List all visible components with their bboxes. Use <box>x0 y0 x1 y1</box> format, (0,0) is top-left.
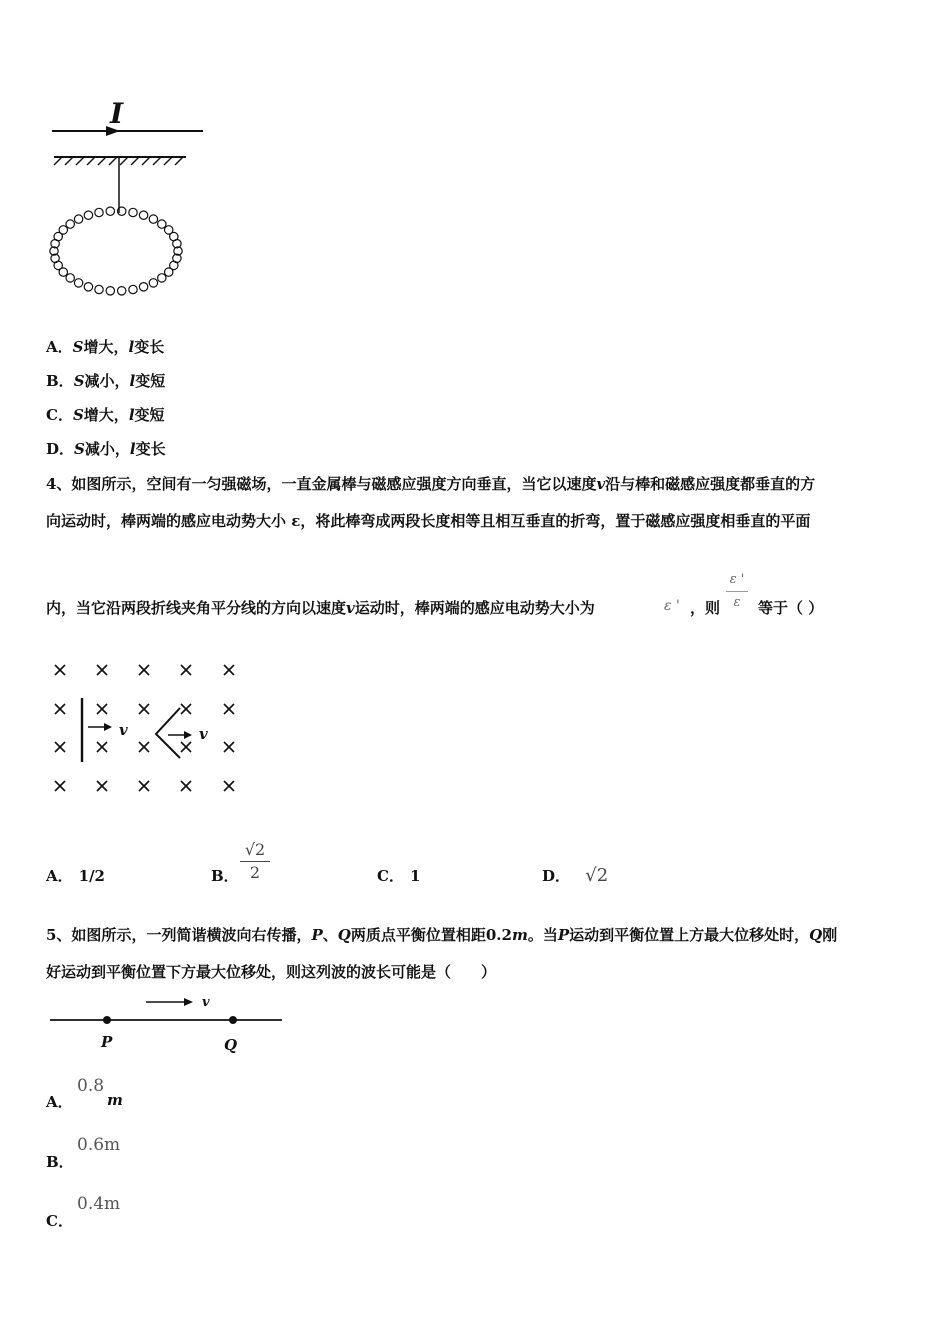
field-cross <box>97 781 107 791</box>
coil-turn <box>66 220 74 228</box>
field-cross <box>224 665 234 675</box>
field-cross <box>181 665 191 675</box>
q3-option-b[interactable]: B．S减小，l变短 <box>46 372 166 390</box>
wave-figure <box>44 988 290 1058</box>
field-cross <box>139 742 149 752</box>
q5-option-a-value: 0.8 <box>77 1076 105 1096</box>
coil-turn <box>106 287 114 295</box>
rod-velocity-arrowhead <box>104 723 112 731</box>
q5-option-b[interactable]: B． <box>46 1153 74 1171</box>
field-cross <box>224 742 234 752</box>
point-p-label: P <box>101 1033 113 1051</box>
bent-rod-velocity-arrowhead <box>184 731 192 739</box>
field-cross <box>224 704 234 714</box>
field-cross <box>97 742 107 752</box>
wave-velocity-label: v <box>202 995 210 1010</box>
q3-option-c[interactable]: C．S增大，l变短 <box>46 406 165 424</box>
field-cross <box>139 704 149 714</box>
q4-stem-line-2: 向运动时，棒两端的感应电动势大小 ε，将此棒弯成两段长度相等且相互垂直的折弯，置于磁感应强度相垂直的平面 <box>46 512 811 530</box>
q3-option-a[interactable]: A．S增大，l变长 <box>46 338 165 356</box>
ratio-denominator: ε <box>733 595 741 610</box>
q3-option-d[interactable]: D．S减小，l变长 <box>46 440 166 458</box>
field-cross <box>55 665 65 675</box>
coil-turn <box>158 220 166 228</box>
field-cross <box>224 781 234 791</box>
q5-option-b-value: 0.6m <box>77 1135 121 1155</box>
field-cross <box>139 665 149 675</box>
eps-prime: ε ' <box>664 598 680 614</box>
q4-then: ，则 <box>690 599 721 617</box>
two-denominator: 2 <box>249 863 261 882</box>
field-cross <box>55 742 65 752</box>
coil-turn <box>139 211 147 219</box>
field-cross <box>139 781 149 791</box>
coil-turn <box>66 274 74 282</box>
current-label: I <box>110 97 124 130</box>
field-cross <box>97 704 107 714</box>
q4-option-b-fraction <box>240 840 270 883</box>
coil-turn <box>149 215 157 223</box>
coil-turn <box>149 279 157 287</box>
coil-turn <box>158 274 166 282</box>
q5-option-c[interactable]: C． <box>46 1212 73 1230</box>
sqrt2-value: √2 <box>585 865 609 886</box>
bent-rod <box>156 708 180 758</box>
q5-stem-line-2: 好运动到平衡位置下方最大位移处，则这列波的波长可能是（ ） <box>46 963 497 981</box>
coil-turn <box>59 226 67 234</box>
spring-coil <box>50 207 182 295</box>
coil-turn <box>74 215 82 223</box>
sqrt2-numerator: √2 <box>244 840 266 859</box>
wire-coil-figure <box>40 95 240 310</box>
q4-option-b[interactable]: B． <box>211 867 239 885</box>
coil-turn <box>84 283 92 291</box>
field-cross <box>55 781 65 791</box>
coil-turn <box>118 287 126 295</box>
q4-equals: 等于（ ） <box>758 599 824 617</box>
field-cross <box>181 704 191 714</box>
q5-option-c-value: 0.4m <box>77 1194 121 1214</box>
fraction-bar <box>240 861 270 862</box>
coil-turn <box>165 268 173 276</box>
bent-rod-velocity-label: v <box>199 725 208 743</box>
q4-option-d[interactable]: D． √2 <box>542 865 609 886</box>
coil-turn <box>84 211 92 219</box>
q4-stem-line-1: 4、如图所示，空间有一匀强磁场，一直金属棒与磁感应强度方向垂直，当它以速度v沿与棒和磁感应强度都垂直的方 <box>46 475 816 493</box>
q4-stem-line-3: 内，当它沿两段折线夹角平分线的方向以速度v运动时，棒两端的感应电动势大小为 <box>46 599 595 617</box>
rod-velocity-label: v <box>119 721 128 739</box>
coil-turn <box>106 207 114 215</box>
q5-option-a[interactable]: A． <box>46 1093 73 1111</box>
point-p <box>103 1016 111 1024</box>
coil-turn <box>95 208 103 216</box>
field-cross <box>97 665 107 675</box>
ratio-numerator: ε ' <box>729 572 745 587</box>
point-q-label: Q <box>224 1036 238 1054</box>
ratio-fraction <box>726 571 748 612</box>
coil-turn <box>129 285 137 293</box>
point-q <box>229 1016 237 1024</box>
wave-velocity-arrowhead <box>184 998 193 1006</box>
q4-option-c[interactable]: C． 1 <box>377 867 421 885</box>
coil-turn <box>95 285 103 293</box>
ratio-bar <box>726 591 748 592</box>
q4-option-a[interactable]: A． 1/2 <box>46 867 105 885</box>
magnetic-field-figure <box>40 652 260 802</box>
coil-turn <box>139 283 147 291</box>
coil-turn <box>74 279 82 287</box>
field-cross <box>181 781 191 791</box>
coil-turn <box>129 208 137 216</box>
field-cross <box>55 704 65 714</box>
q5-option-a-unit: m <box>107 1091 123 1109</box>
field-cross <box>181 742 191 752</box>
q5-stem-line-1: 5、如图所示，一列简谐横波向右传播，P、Q两质点平衡位置相距0.2m。当P运动到平衡位置上方最大位移处时，Q刚 <box>46 926 838 944</box>
